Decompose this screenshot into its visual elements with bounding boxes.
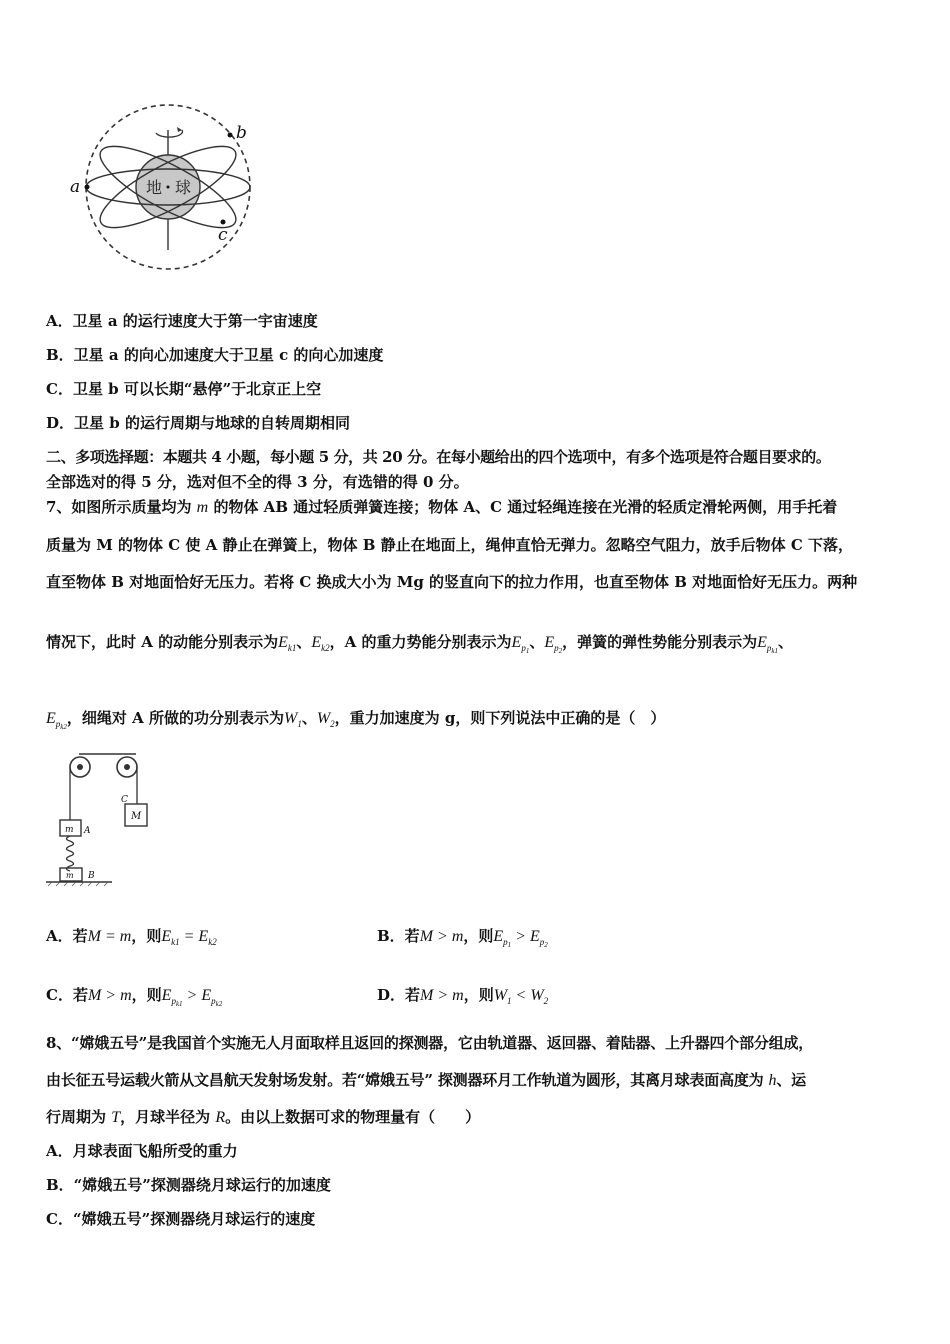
satellite-c [221,220,226,225]
q7-option-d: D．若M > m，则$W_1 < W_2$ [377,986,549,1006]
q7-line4-d: 、 [529,633,545,651]
q7-line4-a: 情况下，此时 A 的动能分别表示为 [46,633,279,651]
symbol-ep2: $E_{p_2}$ [544,634,563,655]
pulley-right-hub [124,764,130,770]
block-A-mass-label: m [65,825,74,835]
q6-option-b: B．卫星 a 的向心加速度大于卫星 c 的向心加速度 [46,346,384,364]
block-B-mass-label: m [66,871,74,880]
pulley-left-hub [77,764,83,770]
block-C-mass-label: M [131,811,142,822]
symbol-ep1: $E_{p_1}$ [511,634,530,655]
q6-option-d: D．卫星 b 的运行周期与地球的自转周期相同 [46,414,350,432]
q7-line4-e: ，弹簧的弹性势能分别表示为 [562,633,758,651]
q7-line5-b: 、 [301,709,317,727]
earth-label-right: 球 [175,178,192,197]
q7-line4-b: 、 [296,633,312,651]
q7-mass-m: m [196,499,209,516]
q7-line4-f: 、 [778,633,794,651]
q8-line2: 由长征五号运载火箭从文昌航天发射场发射。若“嫦娥五号” 探测器环月工作轨道为圆形，其离月球表面高度为 h、运 [46,1071,806,1089]
spring [67,836,74,871]
q7-line5-c: ，重力加速度为 g，则下列说法中正确的是（ ） [334,709,666,727]
symbol-w2: $W_2$ [316,710,335,729]
label-A: A [84,826,91,836]
q7-line4 [46,632,793,661]
q7-line1-b: 的物体 AB 通过轻质弹簧连接；物体 A、C 通过轻绳连接在光滑的轻质定滑轮两侧，用手托着 [208,498,838,516]
label-a: a [70,177,81,197]
symbol-w1: $W_1$ [283,710,302,729]
section2-line1: 二、多项选择题：本题共 4 小题，每小题 5 分，共 20 分。在每小题给出的四个选项中，有多个选项是符合题目要求的。 [46,448,831,466]
symbol-ek2: $E_{k2}$ [311,634,330,653]
label-B: B [88,871,95,881]
earth-center [167,186,170,189]
q7-option-c: C．若M > m，则$E_{p_{k1}} > E_{p_{k2}}$ [46,986,223,1008]
q7-option-a: A．若M = m，则$E_{k1} = E_{k2}$ [46,927,217,947]
earth-orbit-figure [60,100,270,280]
q8-option-a: A．月球表面飞船所受的重力 [46,1142,238,1160]
earth-label-left: 地 [146,178,163,197]
label-b: b [236,123,247,143]
q8-line3: 行周期为 T，月球半径为 R。由以上数据可求的物理量有（ ） [46,1108,481,1126]
q8-option-c: C．“嫦娥五号”探测器绕月球运行的速度 [46,1210,316,1228]
q6-option-c: C．卫星 b 可以长期“悬停”于北京正上空 [46,380,322,398]
q7-line5-a: ，细绳对 A 所做的功分别表示为 [66,709,284,727]
q7-line3: 直至物体 B 对地面恰好无压力。若将 C 换成大小为 Mg 的竖直向下的拉力作用，也直至物体 B 对地面恰好无压力。两种 [46,573,858,591]
q7-line1-a: 7、如图所示质量均为 [46,498,197,516]
symbol-epk2: $E_{p_{k2}}$ [46,710,67,731]
q7-line1 [46,497,837,518]
q6-option-a: A．卫星 a 的运行速度大于第一宇宙速度 [46,312,318,330]
satellite-a [85,185,90,190]
q8-option-b: B．“嫦娥五号”探测器绕月球运行的加速度 [46,1176,331,1194]
section2-line2: 全部选对的得 5 分，选对但不全的得 3 分，有选错的得 0 分。 [46,473,469,491]
q7-line2: 质量为 M 的物体 C 使 A 静止在弹簧上，物体 B 静止在地面上，绳伸直恰无弹力。忽略空气阻力，放手后物体 C 下落， [46,536,854,554]
q7-option-b: B．若M > m，则$E_{p_1} > E_{p_2}$ [377,927,548,949]
q8-line1: 8、“嫦娥五号”是我国首个实施无人月面取样且返回的探测器，它由轨道器、返回器、着陆器、上升器四个部分组成， [46,1034,814,1052]
pulley-spring-figure [44,748,164,888]
rotation-arrowhead-icon [177,127,182,132]
label-c: c [218,225,228,245]
symbol-ek1: $E_{k1}$ [278,634,297,653]
satellite-b [228,133,233,138]
symbol-epk1: $E_{p_{k1}}$ [757,634,779,655]
q7-line4-c: ，A 的重力势能分别表示为 [329,633,512,651]
label-C: C [121,795,128,805]
q7-line5 [46,708,665,737]
